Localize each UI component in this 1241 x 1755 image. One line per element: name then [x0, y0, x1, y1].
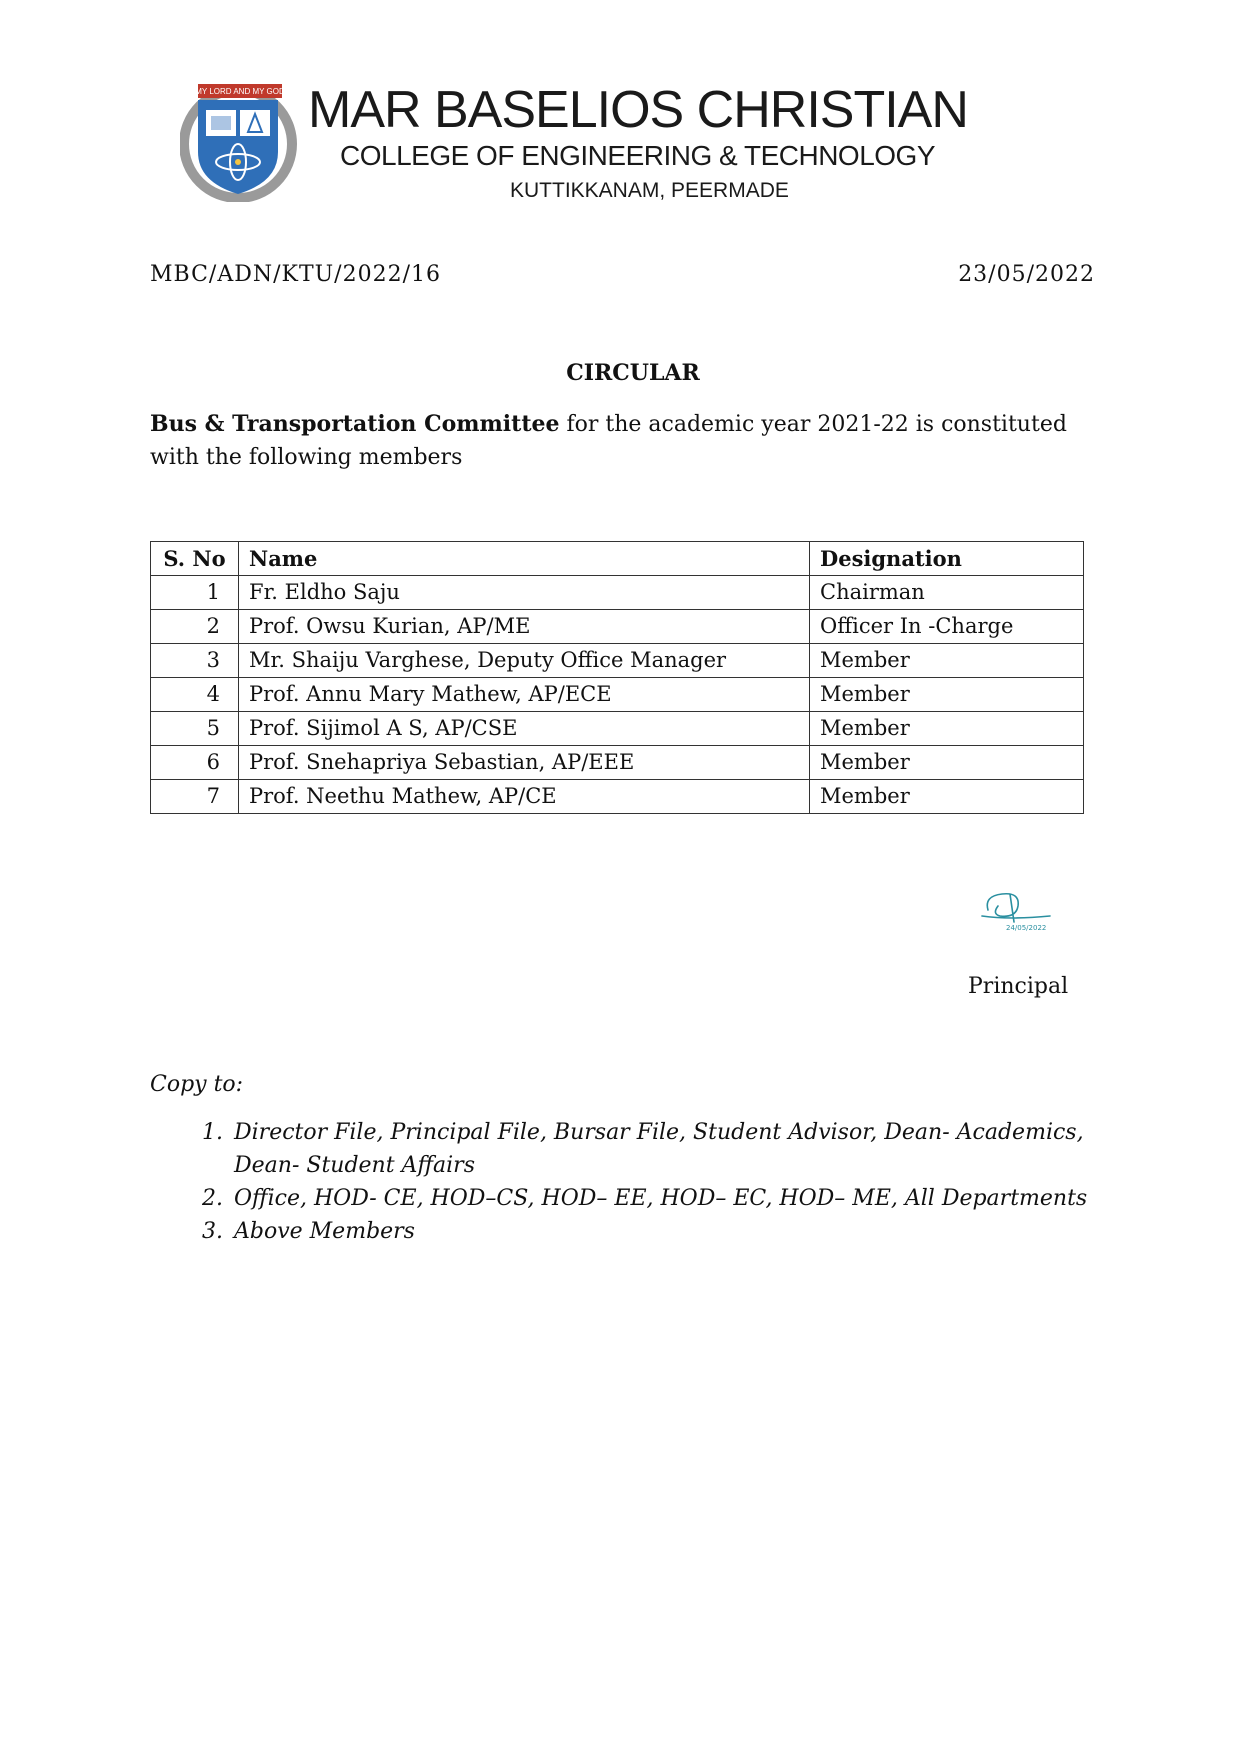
cell-designation: Member	[810, 678, 1084, 712]
signature-date: 24/05/2022	[1006, 924, 1047, 932]
institution-location: KUTTIKKANAM, PEERMADE	[510, 179, 789, 202]
list-item: 3. Above Members	[230, 1215, 1130, 1248]
intro-paragraph	[150, 408, 1110, 474]
document-title: CIRCULAR	[566, 360, 700, 386]
principal-signature	[980, 886, 1060, 934]
column-header-designation: Designation	[810, 542, 1084, 576]
list-item: 1. Director File, Principal File, Bursar File, Student Advisor, Dean- Academics, Dean- Student Affairs	[230, 1116, 1130, 1182]
table-row	[151, 712, 1084, 746]
cell-sno: 5	[151, 712, 239, 746]
copy-to-label: Copy to:	[150, 1072, 244, 1097]
column-header-sno: S. No	[151, 542, 239, 576]
table-row	[151, 746, 1084, 780]
cell-name: Mr. Shaiju Varghese, Deputy Office Manager	[239, 644, 810, 678]
cell-sno: 4	[151, 678, 239, 712]
committee-name: Bus & Transportation Committee	[150, 411, 560, 437]
cell-designation: Member	[810, 746, 1084, 780]
list-item: 2. Office, HOD- CE, HOD–CS, HOD– EE, HOD– EC, HOD– ME, All Departments	[230, 1182, 1130, 1215]
cell-designation: Chairman	[810, 576, 1084, 610]
intro-text: for the academic year 2021-22 is constituted with the following members	[150, 412, 1067, 470]
cell-sno: 6	[151, 746, 239, 780]
copy-to-list	[190, 1116, 1130, 1248]
institution-name: MAR BASELIOS CHRISTIAN	[308, 81, 968, 139]
cell-name: Prof. Neethu Mathew, AP/CE	[239, 780, 810, 814]
letterhead	[180, 82, 1010, 212]
table-row	[151, 780, 1084, 814]
column-header-name: Name	[239, 542, 810, 576]
cell-name: Prof. Sijimol A S, AP/CSE	[239, 712, 810, 746]
table-row	[151, 678, 1084, 712]
circular-date: 23/05/2022	[958, 262, 1095, 287]
reference-number: MBC/ADN/KTU/2022/16	[150, 262, 441, 287]
cell-name: Prof. Snehapriya Sebastian, AP/EEE	[239, 746, 810, 780]
cell-sno: 1	[151, 576, 239, 610]
table-header-row	[151, 542, 1084, 576]
college-logo	[180, 82, 310, 202]
cell-name: Prof. Owsu Kurian, AP/ME	[239, 610, 810, 644]
cell-designation: Member	[810, 780, 1084, 814]
cell-name: Fr. Eldho Saju	[239, 576, 810, 610]
cell-name: Prof. Annu Mary Mathew, AP/ECE	[239, 678, 810, 712]
signatory-title: Principal	[968, 974, 1069, 999]
logo-motto: MY LORD AND MY GOD	[195, 87, 285, 96]
cell-sno: 7	[151, 780, 239, 814]
table-row	[151, 644, 1084, 678]
cell-sno: 3	[151, 644, 239, 678]
institution-subtitle: COLLEGE OF ENGINEERING & TECHNOLOGY	[340, 140, 935, 171]
table-row	[151, 576, 1084, 610]
members-table	[150, 541, 1084, 814]
cell-sno: 2	[151, 610, 239, 644]
cell-designation: Officer In -Charge	[810, 610, 1084, 644]
cell-designation: Member	[810, 644, 1084, 678]
table-row	[151, 610, 1084, 644]
cell-designation: Member	[810, 712, 1084, 746]
